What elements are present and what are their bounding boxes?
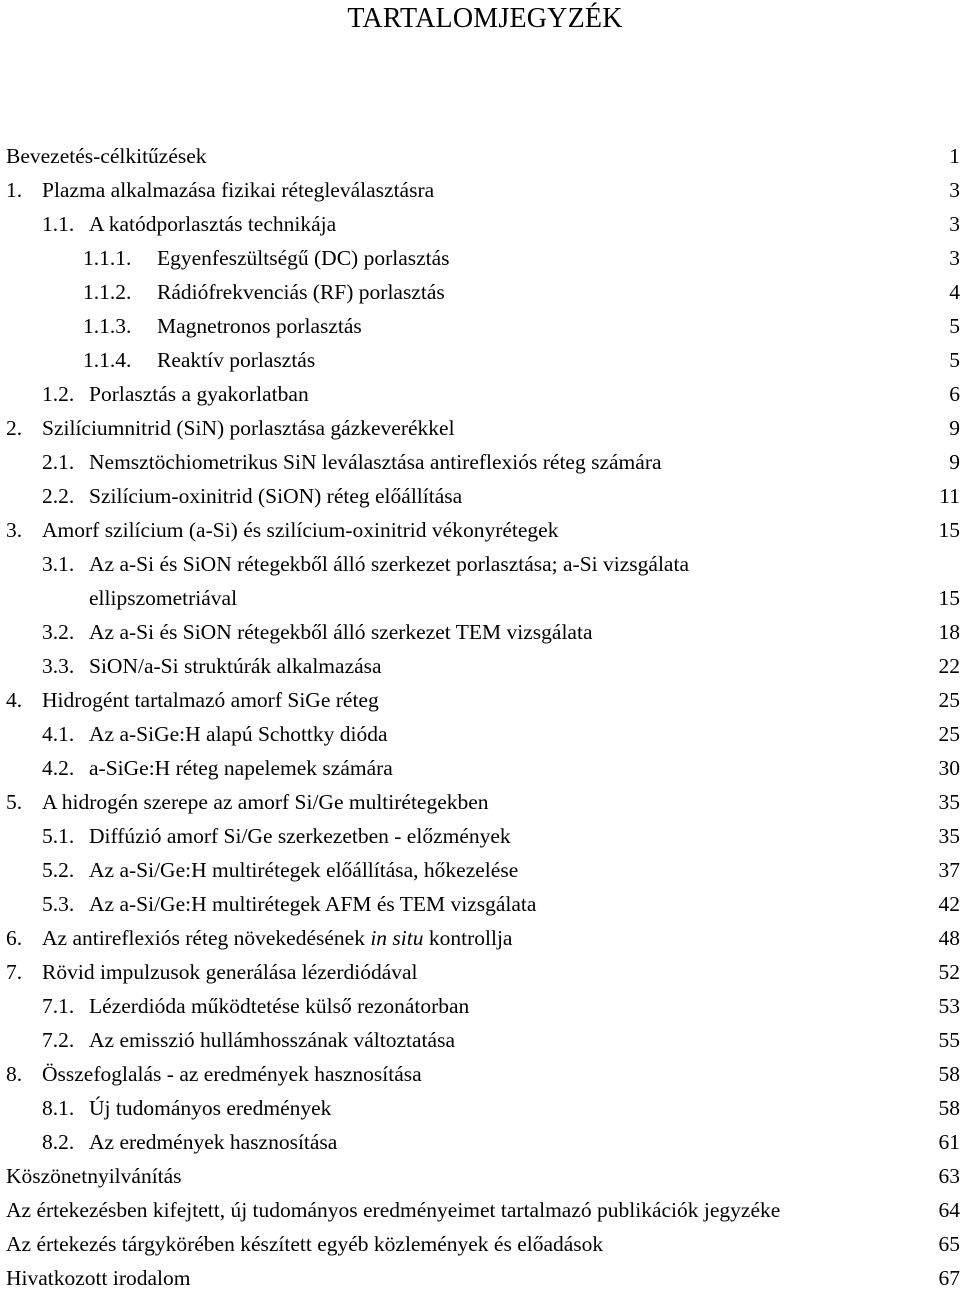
toc-entry-number: 3.2.	[42, 615, 74, 649]
toc-entry-label	[89, 887, 536, 921]
toc-entry	[0, 887, 960, 921]
toc-entry-page-number: 5	[949, 343, 960, 377]
toc-entry-page-number: 35	[939, 785, 960, 819]
toc-entry-label-text: Szilícium-oxinitrid (SiON) réteg előállítása	[89, 484, 462, 508]
toc-entry	[0, 207, 960, 241]
toc-entry-page-number: 58	[939, 1057, 960, 1091]
toc-entry-label-text: Új tudományos eredmények	[89, 1096, 331, 1120]
toc-entry-label	[89, 819, 511, 853]
toc-entry-page-number: 58	[939, 1091, 960, 1125]
toc-entry	[0, 241, 960, 275]
toc-entry-label-text: Bevezetés-célkitűzések	[6, 144, 207, 168]
toc-entry-page-number: 52	[939, 955, 960, 989]
toc-entry-page-number: 3	[949, 207, 960, 241]
toc-entry-label-text: Az a-Si/Ge:H multirétegek AFM és TEM vizsgálata	[89, 892, 536, 916]
toc-entry-label	[157, 275, 445, 309]
toc-entry-label-text: Összefoglalás - az eredmények hasznosítása	[42, 1062, 422, 1086]
toc-entry-label	[42, 513, 558, 547]
toc-entry-label-text: Diffúzió amorf Si/Ge szerkezetben - előzmények	[89, 824, 511, 848]
toc-entry-number: 5.3.	[42, 887, 74, 921]
toc-entry	[0, 411, 960, 445]
toc-entry-label-text: A hidrogén szerepe az amorf Si/Ge multirétegekben	[42, 790, 489, 814]
toc-entry-label-text: Amorf szilícium (a-Si) és szilícium-oxinitrid vékonyrétegek	[42, 518, 558, 542]
toc-entry-number: 4.1.	[42, 717, 74, 751]
toc-entry-label	[42, 921, 512, 955]
toc-entry-label-text: Rádiófrekvenciás (RF) porlasztás	[157, 280, 445, 304]
toc-entry-label	[89, 615, 593, 649]
toc-entry-label-text: Az a-SiGe:H alapú Schottky dióda	[89, 722, 388, 746]
toc-entry	[0, 1023, 960, 1057]
toc-entry-label-italic: in situ	[370, 926, 423, 950]
toc-entry	[0, 581, 960, 615]
toc-entry-page-number: 15	[939, 581, 960, 615]
toc-entry-number: 1.1.	[42, 207, 74, 241]
toc-entry-number: 7.	[6, 955, 22, 989]
toc-entry-page-number: 35	[939, 819, 960, 853]
toc-entry-number: 1.1.4.	[83, 343, 131, 377]
toc-entry-label	[89, 547, 689, 581]
toc-entry-page-number: 30	[939, 751, 960, 785]
toc-entry-page-number: 25	[939, 683, 960, 717]
toc-entry-page-number: 25	[939, 717, 960, 751]
toc-entry-page-number: 9	[949, 445, 960, 479]
toc-entry-label	[89, 207, 336, 241]
toc-entry-label-text: Szilíciumnitrid (SiN) porlasztása gázkeverékkel	[42, 416, 455, 440]
toc-entry-label-text: Plazma alkalmazása fizikai rétegleválasztásra	[42, 178, 434, 202]
toc-entry	[0, 513, 960, 547]
toc-entry-number: 3.3.	[42, 649, 74, 683]
toc-entry-page-number: 65	[939, 1227, 960, 1261]
toc-entry-page-number: 3	[949, 173, 960, 207]
toc-entry-label	[6, 139, 207, 173]
toc-entry	[0, 547, 960, 581]
toc-entry-label	[89, 1091, 331, 1125]
toc-entry-page-number: 67	[939, 1261, 960, 1295]
toc-entry	[0, 1125, 960, 1159]
toc-entry-label	[6, 1193, 780, 1227]
toc-entry	[0, 1193, 960, 1227]
toc-entry-number: 5.1.	[42, 819, 74, 853]
toc-entry-number: 8.	[6, 1057, 22, 1091]
toc-entry-label-text: Köszönetnyilvánítás	[6, 1164, 182, 1188]
toc-entry	[0, 819, 960, 853]
toc-entry-label	[89, 649, 382, 683]
toc-entry-page-number: 63	[939, 1159, 960, 1193]
toc-entry-label-text: Az értekezés tárgykörében készített egyéb közlemények és előadások	[6, 1232, 603, 1256]
toc-entry-number: 6.	[6, 921, 22, 955]
toc-entry-number: 2.	[6, 411, 22, 445]
toc-entry-label-text: Rövid impulzusok generálása lézerdiódával	[42, 960, 418, 984]
toc-entry-page-number: 42	[939, 887, 960, 921]
toc-entry-label	[89, 581, 237, 615]
toc-entry-label-tail: kontrollja	[424, 926, 513, 950]
toc-entry-page-number: 3	[949, 241, 960, 275]
toc-entry-label	[89, 853, 518, 887]
toc-entry-label-text: Egyenfeszültségű (DC) porlasztás	[157, 246, 450, 270]
toc-entry-page-number: 18	[939, 615, 960, 649]
toc-entry	[0, 751, 960, 785]
toc-entry-number: 8.2.	[42, 1125, 74, 1159]
toc-entry-label	[89, 1023, 455, 1057]
toc-entry-label	[89, 751, 393, 785]
page-title: TARTALOMJEGYZÉK	[0, 2, 960, 36]
toc-entry-number: 1.2.	[42, 377, 74, 411]
toc-entry-page-number: 61	[939, 1125, 960, 1159]
toc-entry-number: 2.2.	[42, 479, 74, 513]
toc-entry	[0, 173, 960, 207]
toc-entry	[0, 343, 960, 377]
toc-entry-label-text: Az értekezésben kifejtett, új tudományos eredményeimet tartalmazó publikációk jegyzéke	[6, 1198, 780, 1222]
toc-entry-label	[6, 1227, 603, 1261]
toc-entry-label	[157, 241, 450, 275]
toc-entry-label	[42, 411, 455, 445]
toc-entry	[0, 853, 960, 887]
toc-entry-number: 5.	[6, 785, 22, 819]
toc-entry-page-number: 22	[939, 649, 960, 683]
toc-entry	[0, 275, 960, 309]
toc-entry	[0, 1091, 960, 1125]
toc-entry	[0, 649, 960, 683]
toc-entry-number: 4.	[6, 683, 22, 717]
toc-entry-number: 4.2.	[42, 751, 74, 785]
toc-entry	[0, 785, 960, 819]
toc-entry	[0, 479, 960, 513]
toc-entry-number: 3.	[6, 513, 22, 547]
toc-entry	[0, 615, 960, 649]
toc-entry-label-text: ellipszometriával	[89, 586, 237, 610]
toc-entry-page-number: 9	[949, 411, 960, 445]
toc-entry-label-text: Hivatkozott irodalom	[6, 1266, 191, 1290]
toc-entry	[0, 717, 960, 751]
toc-entry	[0, 921, 960, 955]
toc-entry-label	[89, 445, 662, 479]
toc-entry-label	[89, 717, 388, 751]
toc-entry-number: 1.1.1.	[83, 241, 131, 275]
toc-entry-label-text: Az a-Si és SiON rétegekből álló szerkezet TEM vizsgálata	[89, 620, 593, 644]
toc-entry-label	[42, 785, 489, 819]
toc-entry-label	[157, 309, 362, 343]
toc-list	[0, 139, 960, 1295]
toc-entry	[0, 377, 960, 411]
toc-entry	[0, 955, 960, 989]
toc-entry	[0, 683, 960, 717]
toc-entry-label	[42, 683, 379, 717]
toc-entry-number: 3.1.	[42, 547, 74, 581]
toc-entry-label	[42, 173, 434, 207]
toc-entry	[0, 445, 960, 479]
toc-entry-number: 1.	[6, 173, 22, 207]
toc-entry-label	[42, 1057, 422, 1091]
toc-entry-label	[89, 1125, 337, 1159]
toc-entry-label-text: Magnetronos porlasztás	[157, 314, 362, 338]
toc-entry-label-text: Az emisszió hullámhosszának változtatása	[89, 1028, 455, 1052]
toc-entry-page-number: 15	[939, 513, 960, 547]
toc-entry	[0, 139, 960, 173]
toc-entry-label	[89, 989, 469, 1023]
toc-entry-label-text: Az eredmények hasznosítása	[89, 1130, 337, 1154]
toc-entry-label	[42, 955, 418, 989]
toc-entry-number: 5.2.	[42, 853, 74, 887]
toc-entry-page-number: 4	[949, 275, 960, 309]
toc-entry-page-number: 5	[949, 309, 960, 343]
toc-entry-label-text: Hidrogént tartalmazó amorf SiGe réteg	[42, 688, 379, 712]
toc-entry-label-text: Az antireflexiós réteg növekedésének	[42, 926, 370, 950]
toc-entry-label	[89, 479, 462, 513]
toc-entry-label-text: Az a-Si/Ge:H multirétegek előállítása, hőkezelése	[89, 858, 518, 882]
toc-entry-page-number: 64	[939, 1193, 960, 1227]
toc-entry	[0, 1159, 960, 1193]
toc-entry-label-text: Lézerdióda működtetése külső rezonátorban	[89, 994, 469, 1018]
toc-entry-number: 1.1.2.	[83, 275, 131, 309]
toc-entry-label-text: Nemsztöchiometrikus SiN leválasztása antireflexiós réteg számára	[89, 450, 662, 474]
toc-entry	[0, 989, 960, 1023]
toc-entry-label	[157, 343, 315, 377]
toc-entry	[0, 1057, 960, 1091]
toc-entry-number: 2.1.	[42, 445, 74, 479]
toc-entry-label-text: Porlasztás a gyakorlatban	[89, 382, 309, 406]
toc-entry-label-text: SiON/a-Si struktúrák alkalmazása	[89, 654, 382, 678]
toc-entry-page-number: 6	[949, 377, 960, 411]
toc-entry	[0, 1261, 960, 1295]
toc-entry-page-number: 1	[949, 139, 960, 173]
toc-entry-label	[6, 1159, 182, 1193]
toc-entry-label-text: A katódporlasztás technikája	[89, 212, 336, 236]
toc-entry-label	[6, 1261, 191, 1295]
toc-entry-page-number: 11	[939, 479, 960, 513]
toc-entry-label-text: Reaktív porlasztás	[157, 348, 315, 372]
toc-entry-number: 8.1.	[42, 1091, 74, 1125]
toc-entry-label	[89, 377, 309, 411]
toc-entry-page-number: 55	[939, 1023, 960, 1057]
toc-entry	[0, 309, 960, 343]
toc-entry-number: 1.1.3.	[83, 309, 131, 343]
toc-entry-number: 7.1.	[42, 989, 74, 1023]
toc-entry-page-number: 48	[939, 921, 960, 955]
toc-entry	[0, 1227, 960, 1261]
toc-entry-number: 7.2.	[42, 1023, 74, 1057]
toc-entry-label-text: a-SiGe:H réteg napelemek számára	[89, 756, 393, 780]
toc-entry-page-number: 37	[939, 853, 960, 887]
toc-entry-label-text: Az a-Si és SiON rétegekből álló szerkezet porlasztása; a-Si vizsgálata	[89, 552, 689, 576]
toc-entry-page-number: 53	[939, 989, 960, 1023]
